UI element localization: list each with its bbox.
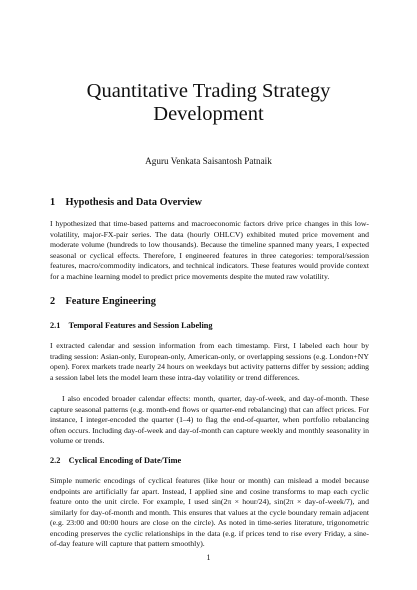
section-1-paragraph: I hypothesized that time-based patterns and macroeconomic factors drive price changes in this low-volatility, major-FX-pair series. The data (hourly OHLCV) exhibited muted price movement and moderate volume (hundreds to low thousands). Because the timeline spanned many years, I expected seasonal or cyclical effects. Therefore, I engineered features in three categories: temporal/session features, macro/commodity indicators, and technical indicators. These features would provide context for a machine learning model to predict price movements despite the muted raw volatility. — [50, 219, 369, 281]
subsection-2-1-title: Temporal Features and Session Labeling — [68, 321, 213, 330]
subsection-2-1-heading — [50, 321, 213, 331]
section-2-title: Feature Engineering — [65, 296, 156, 307]
subsection-2-1-number: 2.1 — [50, 321, 61, 330]
section-1-title: Hypothesis and Data Overview — [65, 197, 202, 208]
section-2-number: 2 — [50, 296, 56, 307]
paper-title — [40, 80, 377, 126]
section-1-heading — [50, 197, 202, 209]
section-1-number: 1 — [50, 197, 56, 208]
subsection-2-2-number: 2.2 — [50, 456, 61, 465]
subsection-2-1-paragraph-1: I extracted calendar and session information from each timestamp. First, I labeled each hour by trading session: Asian-only, European-only, American-only, or overlapping sessions (e.g. London+NY open). Forex markets trade nearly 24 hours on weekdays but activity patterns differ by session; adding a session label lets the model learn these intra-day volatility or trend differences. — [50, 341, 369, 382]
subsection-2-2-heading — [50, 456, 181, 466]
page-number: 1 — [206, 553, 211, 562]
author-name: Aguru Venkata Saisantosh Patnaik — [145, 156, 272, 166]
title-line-1: Quantitative Trading Strategy — [86, 80, 331, 102]
subsection-2-1-paragraph-2: I also encoded broader calendar effects: month, quarter, day-of-week, and day-of-month. These capture seasonal patterns (e.g. month-end flows or quarter-end rebalancing) that can affect prices. For instance, I integer-encoded the quarter (1–4) to flag the end-of-quarter, when portfolio rebalancing often occurs. Including day-of-week and day-of-month can capture weekly and monthly seasonality in volume or trends. — [50, 394, 369, 445]
subsection-2-2-title: Cyclical Encoding of Date/Time — [68, 456, 182, 465]
section-2-heading — [50, 296, 156, 308]
title-line-2: Development — [153, 103, 264, 125]
subsection-2-2-paragraph-1: Simple numeric encodings of cyclical features (like hour or month) can mislead a model because endpoints are artificially far apart. Instead, I applied sine and cosine transforms to map each cyclic feature onto the unit circle. For example, I used sin(2π × hour/24), sin(2π × day-of-week/7), and similarly for day-of-month and month. This ensures that values at the cycle boundary remain adjacent (e.g. 23:00 and 00:00 hours are close on the circle). As noted in time-series literature, trigonometric encoding preserves the cyclic relationships in the data (e.g. if prices tend to rise every Friday, a sine-of-day feature will capture that pattern smoothly). — [50, 476, 369, 548]
